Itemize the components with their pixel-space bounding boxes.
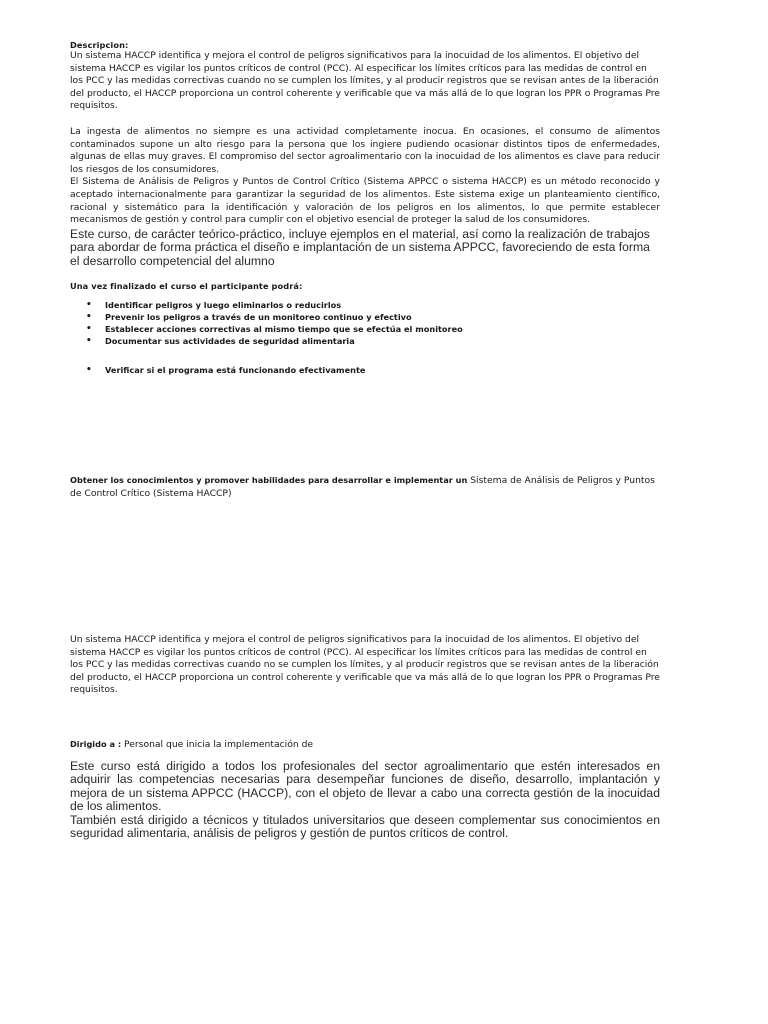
- dirigido-paragraph-1: Este curso está dirigido a todos los profesionales del sector agroalimentario que estén interesados en adquirir las competencias necesarias para desempeñar funciones de diseño, desarrollo, implantación y mejora de un sistema APPCC (HACCP), con el objeto de llevar a cabo una correcta gestión de la inocuidad de los alimentos.: [70, 758, 660, 814]
- dirigido-label-value: Personal que inicia la implementación de: [124, 739, 314, 750]
- descripcion-section: [70, 40, 660, 268]
- descripcion-paragraph-2: La ingesta de alimentos no siempre es una actividad completamente inocua. En ocasiones, el consumo de alimentos contaminados supone un alto riesgo para la persona que los ingiere pudiendo ocasionar distintos tipos de enfermedades, algunas de ellas muy graves. El compromiso del sector agroalimentario con la inocuidad de los alimentos es clave para reducir los riesgos de los consumidores.: [70, 125, 660, 175]
- objetivos-intro: Una vez finalizado el curso el participante podrá:: [70, 281, 303, 292]
- objetivo-item-1: • Identificar peligros y luego eliminarlos o reducirlos: [70, 299, 660, 311]
- objetivo-general-normal: Sistema de Análisis de Peligros y Puntos de Control Crítico (Sistema HACCP): [70, 475, 655, 499]
- objetivo-item-2: • Prevenir los peligros a través de un monitoreo continuo y efectivo: [70, 311, 660, 323]
- descripcion-paragraph-4: Este curso, de carácter teórico-práctico, incluye ejemplos en el material, así como la realización de trabajos para abordar de forma práctica el diseño e implantación de un sistema APPCC, favoreciendo de esta forma el desarrollo competencial del alumno: [70, 226, 650, 268]
- objetivos-section: [70, 281, 660, 376]
- document-page: [70, 40, 660, 841]
- objetivo-general-bold: Obtener los conocimientos y promover habilidades para desarrollar e implementar un: [70, 475, 468, 485]
- descripcion-label: Descripcion:: [70, 40, 129, 50]
- dirigido-section: [70, 738, 660, 841]
- objetivo-item-4: • Documentar sus actividades de seguridad alimentaria: [70, 335, 660, 347]
- objetivo-item-5: • Verificar si el programa está funcionando efectivamente: [70, 364, 660, 376]
- descripcion-paragraph-1: Un sistema HACCP identifica y mejora el control de peligros significativos para la inocuidad de los alimentos. El objetivo del sistema HACCP es vigilar los puntos críticos de control (PCC). Al especificar los límites críticos para las medidas de control en los PCC y las medidas correctivas cuando no se cumplen los límites, y al producir registros que se revisan antes de la liberación del producto, el HACCP proporciona un control coherente y verificable que va más allá de lo que logran los PPR o Programas Pre requisitos.: [70, 50, 660, 112]
- dirigido-label: Dirigido a :: [70, 739, 122, 749]
- dirigido-paragraph-2: También está dirigido a técnicos y titulados universitarios que deseen complementar sus conocimientos en seguridad alimentaria, análisis de peligros y gestión de puntos críticos de control.: [70, 812, 660, 841]
- objetivo-general: [70, 474, 660, 500]
- objetivos-extra-list: [70, 364, 660, 376]
- repeat-paragraph: Un sistema HACCP identifica y mejora el control de peligros significativos para la inocuidad de los alimentos. El objetivo del sistema HACCP es vigilar los puntos críticos de control (PCC). Al especificar los límites críticos para las medidas de control en los PCC y las medidas correctivas cuando no se cumplen los límites, y al producir registros que se revisan antes de la liberación del producto, el HACCP proporciona un control coherente y verificable que va más allá de lo que logran los PPR o Programas Pre requisitos.: [70, 634, 660, 696]
- descripcion-paragraph-3: El Sistema de Análisis de Peligros y Puntos de Control Crítico (Sistema APPCC o sistema HACCP) es un método reconocido y aceptado internacionalmente para garantizar la seguridad de los alimentos. Este sistema exige un planteamiento científico, racional y sistemático para la identificación y valoración de los peligros en los alimentos, lo que permite establecer mecanismos de gestión y control para cumplir con el objetivo esencial de proteger la salud de los consumidores.: [70, 176, 660, 226]
- objetivo-item-3: • Establecer acciones correctivas al mismo tiempo que se efectúa el monitoreo: [70, 323, 660, 335]
- objetivos-list: [70, 299, 660, 347]
